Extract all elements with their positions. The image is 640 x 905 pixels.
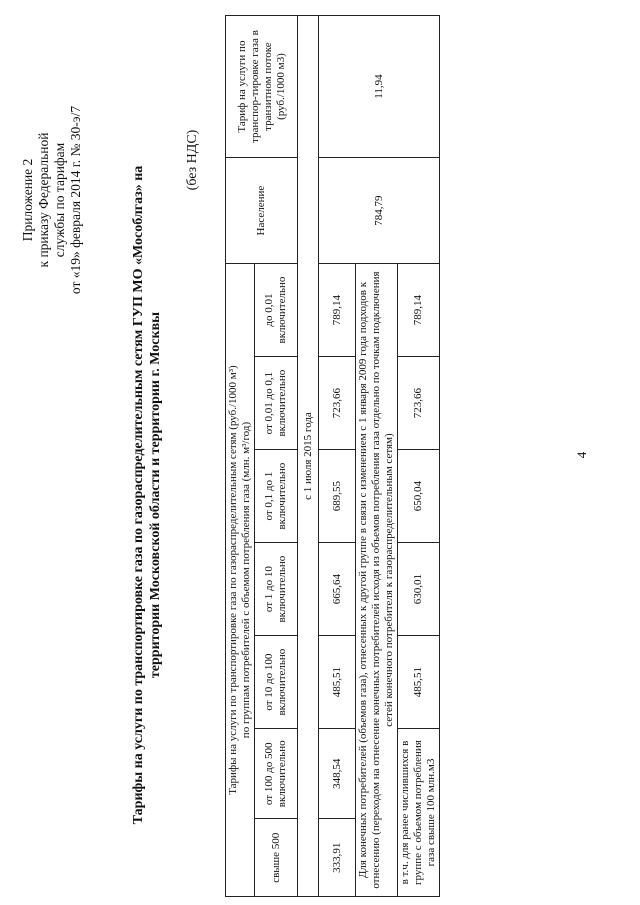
- column-header: свыше 500: [255, 819, 298, 897]
- tariff-cell: 723,66: [319, 357, 356, 450]
- period-row: с 1 июля 2015 года: [298, 16, 319, 897]
- column-header: от 100 до 500 включительно: [255, 729, 298, 819]
- tariff-cell: 789,14: [398, 264, 440, 357]
- document-title: [130, 125, 164, 865]
- column-header: от 1 до 10 включительно: [255, 543, 298, 636]
- column-header: от 0,01 до 0,1 включительно: [255, 357, 298, 450]
- group-header-line: по группам потребителей с объемом потребления газа (млн. м³/год): [240, 421, 252, 739]
- tariff-cell: 630,01: [398, 543, 440, 636]
- appendix-line: от «19» февраля 2014 г. № 30-э/7: [68, 105, 83, 295]
- appendix-block: [20, 70, 84, 330]
- column-header: от 0,1 до 1 включительно: [255, 450, 298, 543]
- tariff-table: [225, 15, 440, 897]
- appendix-line: службы по тарифам: [52, 142, 67, 258]
- group-header-line: Тарифы на услуги по транспортировке газа по газораспределительным сетям (руб./1000 м³): [227, 365, 239, 795]
- column-header-population: Население: [226, 158, 298, 264]
- appendix-line: Приложение 2: [20, 158, 35, 242]
- page-number: 4: [574, 451, 589, 459]
- column-header: до 0,01 включительно: [255, 264, 298, 357]
- title-line: территории Московской области и территории г. Москвы: [148, 311, 163, 679]
- tariff-cell: 650,04: [398, 450, 440, 543]
- tariff-cell: 689,55: [319, 450, 356, 543]
- column-header: от 10 до 100 включительно: [255, 636, 298, 729]
- tariff-cell: 723,66: [398, 357, 440, 450]
- vat-note: (без НДС): [185, 129, 200, 191]
- title-line: Тарифы на услуги по транспортировке газа по газораспределительным сетям ГУП МО «Мособлгаз» на: [131, 165, 146, 825]
- tariff-cell: 348,54: [319, 729, 356, 819]
- transit-tariff: 11,94: [319, 16, 440, 158]
- appendix-line: к приказу Федеральной: [36, 132, 51, 268]
- tariff-cell: 789,14: [319, 264, 356, 357]
- population-tariff: 784,79: [319, 158, 440, 264]
- transit-header: Тариф на услуги по транспор-тировке газа в транзитном потоке (руб./1000 м3): [226, 16, 298, 158]
- reclassification-note: Для конечных потребителей (объемов газа), отнесенных к другой группе в связи с изменением с 1 января 2009 года подходов к отнесению (переходом на отнесение конечных потребителей исходя из объемов потребления газа отдельно по точкам подключения сетей конечного потребителя к газораспределительным сетям): [356, 264, 398, 897]
- group-header: [226, 264, 255, 897]
- tariff-cell: 485,51: [398, 636, 440, 729]
- tariff-cell: 485,51: [319, 636, 356, 729]
- tariff-cell: 333,91: [319, 819, 356, 897]
- subgroup-note: в т.ч. для ранее числившихся в группе с объемом потребления газа свыше 100 млн.м3: [398, 729, 440, 897]
- tariff-cell: 665,64: [319, 543, 356, 636]
